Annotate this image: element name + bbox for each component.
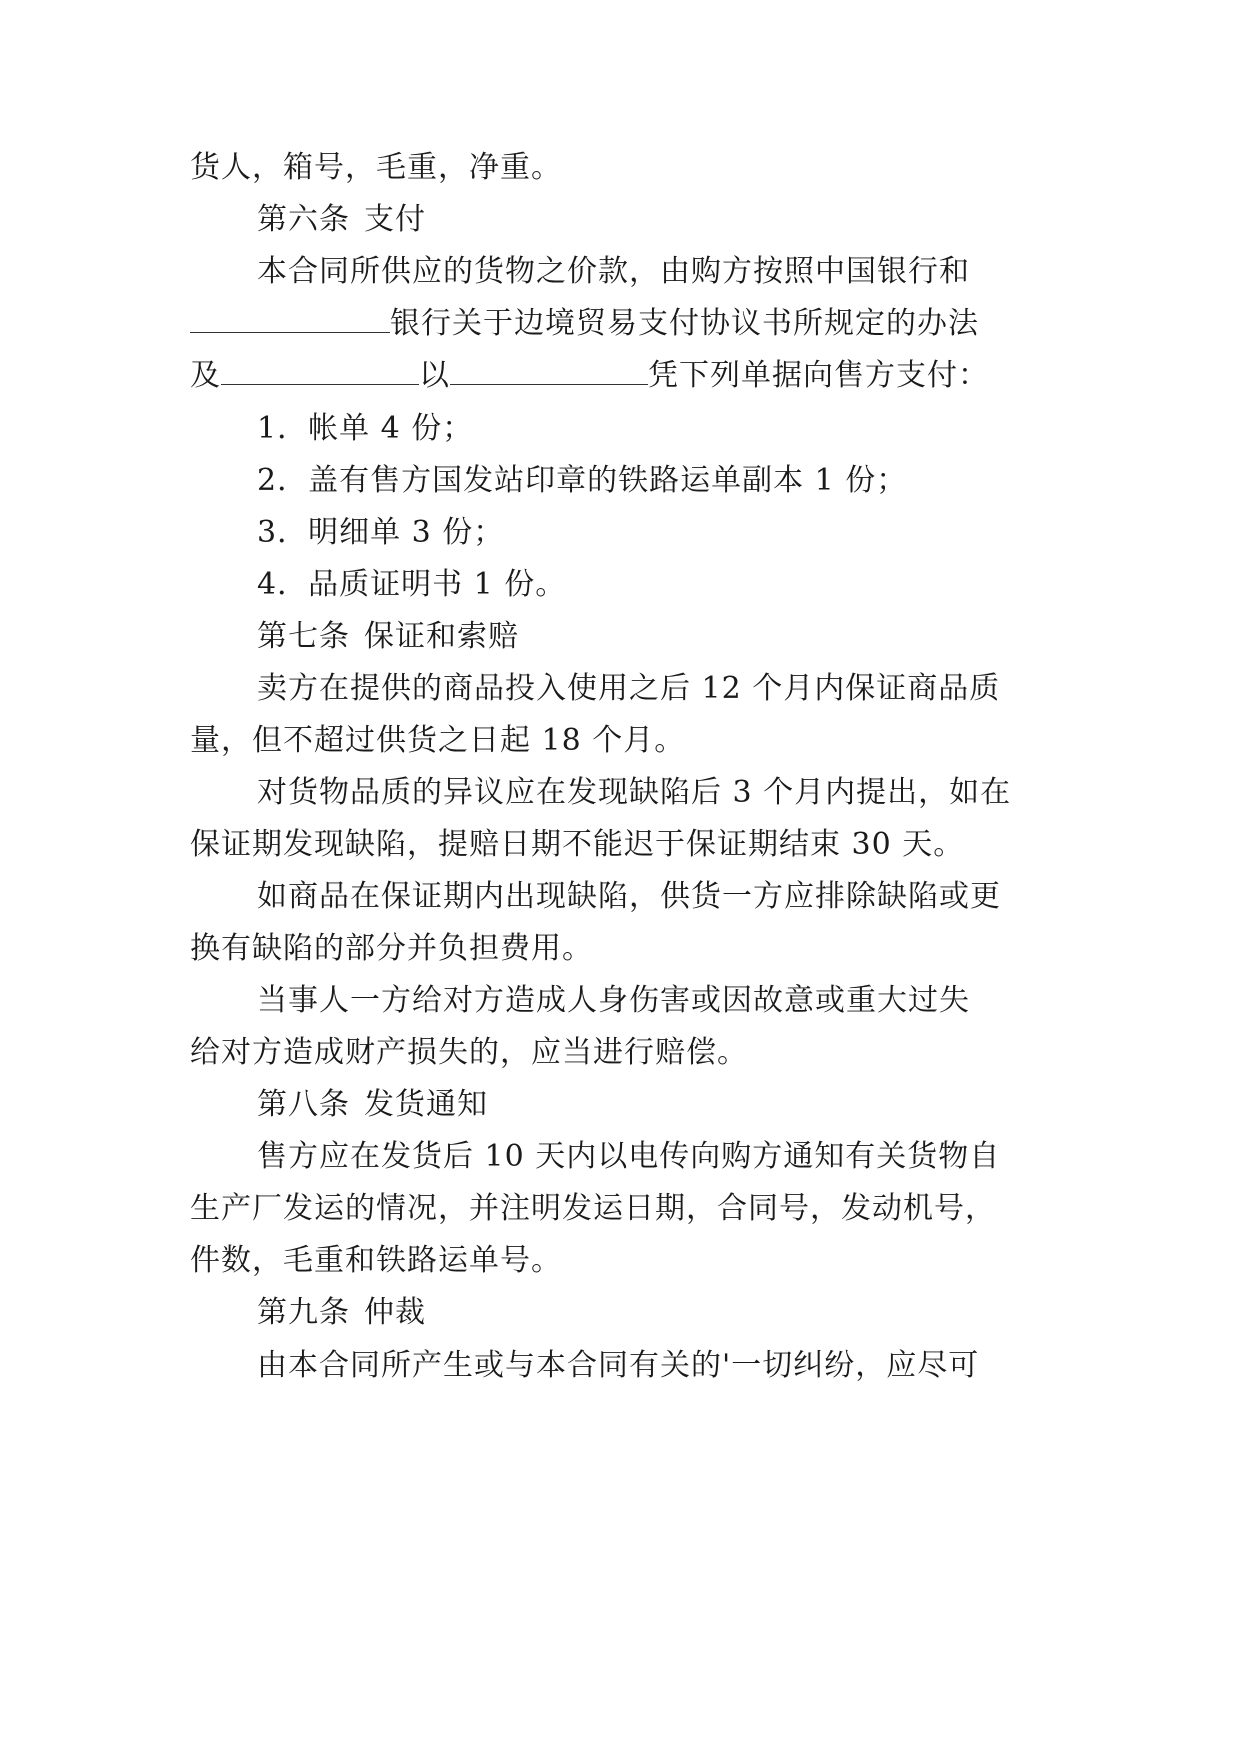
article-title: 发货通知 <box>364 1087 488 1122</box>
list-item: 1．帐单 4 份； <box>257 411 474 446</box>
text-line <box>190 347 1070 405</box>
article-number: 第六条 <box>257 202 350 237</box>
text-line: 生产厂发运的情况，并注明发运日期，合同号，发动机号， <box>190 1191 996 1226</box>
article-heading-8 <box>257 1076 1137 1134</box>
text-line: 保证期发现缺陷，提赔日期不能迟于保证期结束 30 天。 <box>190 827 965 862</box>
text-line: 如商品在保证期内出现缺陷，供货一方应排除缺陷或更 <box>257 879 1001 914</box>
text-line: 当事人一方给对方造成人身伤害或因故意或重大过失 <box>257 983 970 1018</box>
article-heading-7 <box>257 608 1137 666</box>
article-title: 仲裁 <box>364 1295 426 1330</box>
fill-in-blank <box>221 350 419 385</box>
article-title: 支付 <box>364 202 426 237</box>
text-segment: 凭下列单据向售方支付： <box>648 358 989 393</box>
text-line: 换有缺陷的部分并负担费用。 <box>190 931 593 966</box>
text-segment: 银行关于边境贸易支付协议书所规定的办法 <box>390 306 979 341</box>
fill-in-blank <box>450 350 648 385</box>
fill-in-blank <box>190 298 390 333</box>
article-number: 第七条 <box>257 619 350 654</box>
article-heading-6 <box>257 191 1137 249</box>
text-line: 件数，毛重和铁路运单号。 <box>190 1243 562 1278</box>
text-line <box>190 295 1070 353</box>
text-line: 售方应在发货后 10 天内以电传向购方通知有关货物自 <box>257 1139 1001 1174</box>
list-item: 3．明细单 3 份； <box>257 515 505 550</box>
text-line: 由本合同所产生或与本合同有关的'一切纠纷，应尽可 <box>257 1348 980 1383</box>
article-number: 第九条 <box>257 1295 350 1330</box>
text-line: 对货物品质的异议应在发现缺陷后 3 个月内提出，如在 <box>257 775 1012 810</box>
list-item: 2．盖有售方国发站印章的铁路运单副本 1 份； <box>257 463 908 498</box>
article-heading-9 <box>257 1284 1137 1342</box>
text-segment: 以 <box>419 358 450 393</box>
article-title: 保证和索赔 <box>364 619 519 654</box>
list-item: 4．品质证明书 1 份。 <box>257 567 567 602</box>
text-segment: 及 <box>190 358 221 393</box>
text-line: 卖方在提供的商品投入使用之后 12 个月内保证商品质 <box>257 671 1001 706</box>
article-number: 第八条 <box>257 1087 350 1122</box>
text-line: 货人，箱号，毛重，净重。 <box>190 150 562 185</box>
text-line: 给对方造成财产损失的，应当进行赔偿。 <box>190 1035 748 1070</box>
text-line: 量，但不超过供货之日起 18 个月。 <box>190 723 686 758</box>
text-line: 本合同所供应的货物之价款，由购方按照中国银行和 <box>257 254 970 289</box>
